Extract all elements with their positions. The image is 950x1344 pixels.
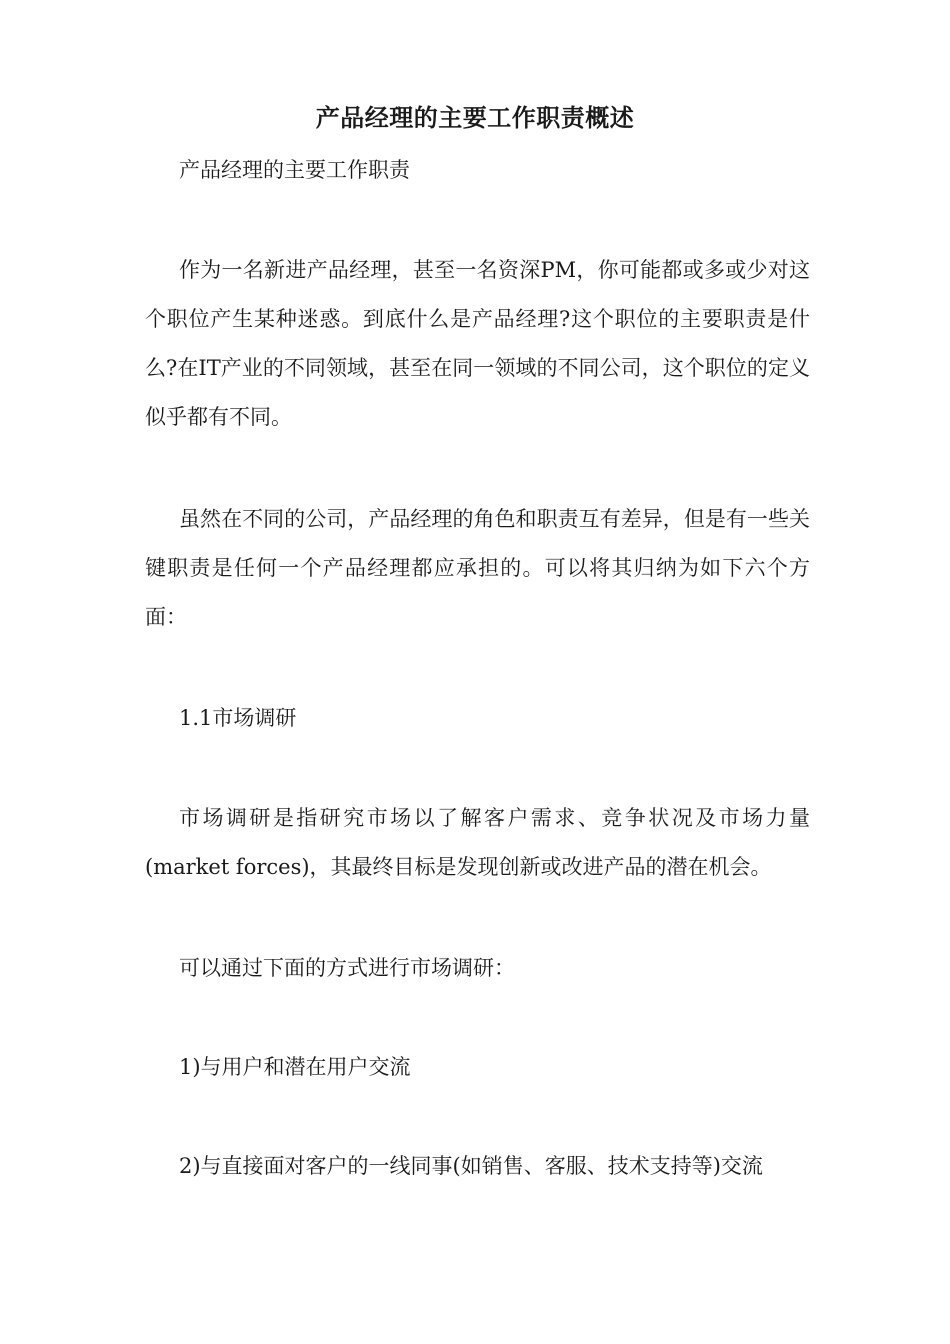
section-heading-market-research: 1.1市场调研	[179, 706, 297, 730]
list-item: 2)与直接面对客户的一线同事(如销售、客服、技术支持等)交流	[179, 1154, 763, 1178]
intro-paragraph: 作为一名新进产品经理，甚至一名资深PM，你可能都或多或少对这个职位产生某种迷惑。到底什么是产品经理?这个职位的主要职责是什么?在IT产业的不同领域，甚至在同一领域的不同公司，这个职位的定义似乎都有不同。	[145, 258, 810, 429]
roles-paragraph: 虽然在不同的公司，产品经理的角色和职责互有差异，但是有一些关键职责是任何一个产品经理都应承担的。可以将其归纳为如下六个方面：	[145, 507, 810, 629]
list-item: 1)与用户和潜在用户交流	[179, 1055, 411, 1079]
methods-intro-paragraph: 可以通过下面的方式进行市场调研：	[179, 956, 515, 980]
document-title: 产品经理的主要工作职责概述	[315, 103, 635, 132]
subtitle-paragraph: 产品经理的主要工作职责	[179, 158, 410, 182]
market-research-paragraph: 市场调研是指研究市场以了解客户需求、竞争状况及市场力量(market forces)，其最终目标是发现创新或改进产品的潜在机会。	[145, 806, 810, 879]
